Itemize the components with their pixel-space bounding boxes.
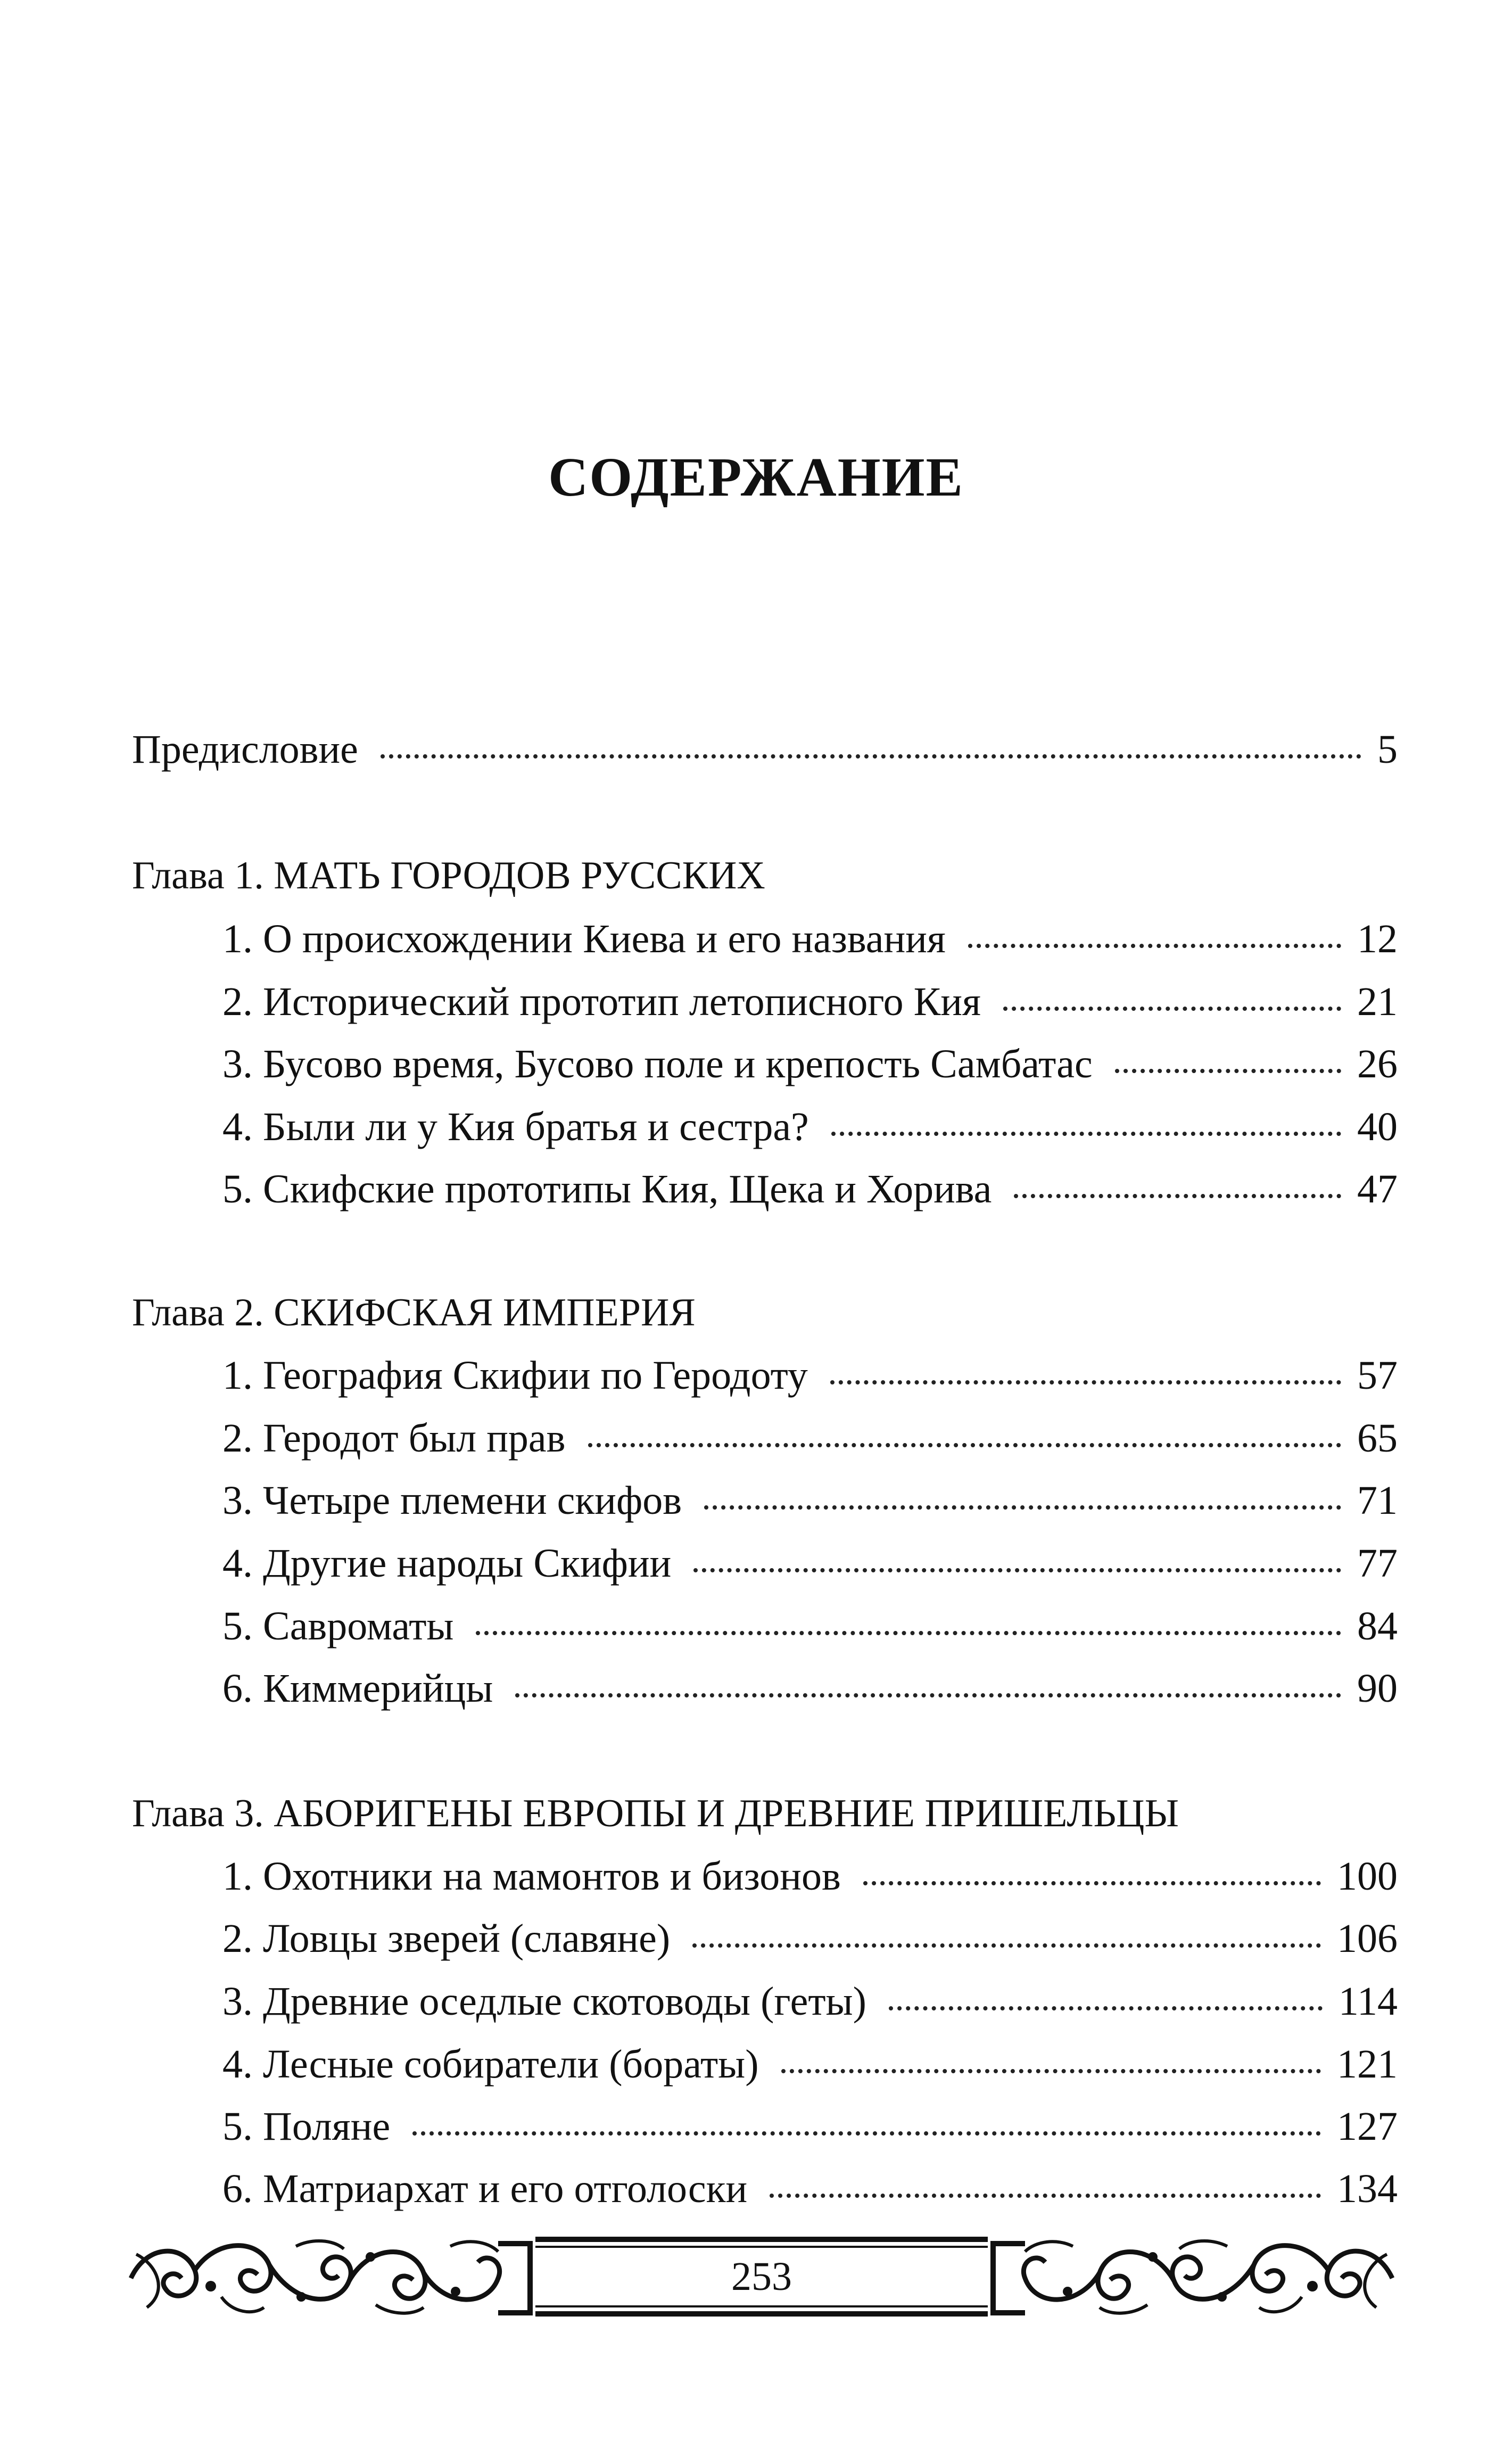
toc-entry-page: 84: [1357, 1604, 1398, 1649]
toc-entry-label: 4. Другие народы Скифии: [222, 1541, 672, 1586]
toc-entry[interactable]: [222, 1604, 1398, 1649]
toc-entry-label: 1. География Скифии по Геродоту: [222, 1353, 808, 1398]
toc-entry-page: 65: [1357, 1416, 1398, 1461]
page-title: СОДЕРЖАНИЕ: [548, 447, 964, 508]
toc-entry-page: 71: [1357, 1478, 1398, 1523]
toc-entry[interactable]: [222, 1856, 1398, 1897]
toc-entry-page: 77: [1357, 1541, 1398, 1586]
dot-leader: [693, 1568, 1341, 1572]
toc-entry[interactable]: [222, 919, 1398, 959]
toc-entry-page: 26: [1357, 1042, 1398, 1086]
toc-entry[interactable]: [222, 1668, 1398, 1709]
toc-entry-label: 5. Савроматы: [222, 1604, 454, 1649]
toc-entry-label: 3. Четыре племени скифов: [222, 1478, 682, 1523]
toc-entry[interactable]: [222, 1543, 1398, 1584]
toc-entry[interactable]: [222, 1918, 1398, 1959]
toc-entry-label: 6. Матриархат и его отголоски: [222, 2166, 748, 2211]
toc-entry[interactable]: [222, 1416, 1398, 1461]
toc-entry-page: 21: [1357, 979, 1398, 1024]
toc-entry[interactable]: [222, 2042, 1398, 2087]
dot-leader: [1115, 1069, 1341, 1073]
dot-leader: [968, 944, 1341, 948]
toc-entry[interactable]: [222, 1044, 1398, 1084]
toc-entry-preface[interactable]: [132, 729, 1398, 770]
dot-leader: [704, 1505, 1341, 1510]
chapter-heading[interactable]: Глава 2. СКИФСКАЯ ИМПЕРИЯ: [132, 1291, 696, 1334]
toc-entry[interactable]: [222, 2106, 1398, 2147]
toc-entry-page: 5: [1377, 727, 1398, 772]
chapter-heading[interactable]: Глава 3. АБОРИГЕНЫ ЕВРОПЫ И ДРЕВНИЕ ПРИШЕЛЬЦЫ: [132, 1792, 1179, 1835]
toc-entry-label: 2. Ловцы зверей (славяне): [222, 1916, 671, 1961]
toc-entry-label: 6. Киммерийцы: [222, 1666, 493, 1711]
dot-leader: [889, 2006, 1323, 2010]
dot-leader: [692, 1943, 1321, 1948]
toc-entry-label: Предисловие: [132, 727, 358, 772]
toc-entry-page: 40: [1357, 1105, 1398, 1149]
dot-leader: [770, 2194, 1321, 2198]
page-number: 253: [731, 2254, 792, 2299]
dot-leader: [588, 1443, 1341, 1447]
toc-entry-label: 3. Древние оседлые скотоводы (геты): [222, 1979, 866, 2024]
dot-leader: [781, 2069, 1321, 2073]
toc-entry-page: 100: [1337, 1854, 1398, 1899]
toc-entry[interactable]: [222, 1107, 1398, 1147]
toc-entry[interactable]: [222, 979, 1398, 1024]
toc-entry-page: 47: [1357, 1167, 1398, 1211]
toc-entry-label: 2. Геродот был прав: [222, 1416, 566, 1461]
chapter-heading[interactable]: Глава 1. МАТЬ ГОРОДОВ РУССКИХ: [132, 854, 765, 897]
toc-entry[interactable]: [222, 1480, 1398, 1521]
toc-entry[interactable]: [222, 1981, 1398, 2022]
toc-entry-label: 4. Были ли у Кия братья и сестра?: [222, 1105, 809, 1149]
toc-entry-page: 90: [1357, 1666, 1398, 1711]
toc-entry-label: 5. Скифские прототипы Кия, Щека и Хорива: [222, 1167, 992, 1211]
toc-entry-label: 5. Поляне: [222, 2104, 391, 2149]
toc-entry-page: 121: [1337, 2042, 1398, 2087]
toc-entry-page: 106: [1337, 1916, 1398, 1961]
dot-leader: [515, 1693, 1341, 1697]
dot-leader: [412, 2131, 1321, 2136]
toc-entry-page: 134: [1337, 2166, 1398, 2211]
toc-entry[interactable]: [222, 1169, 1398, 1209]
toc-entry-label: 4. Лесные собиратели (бораты): [222, 2042, 759, 2087]
dot-leader: [476, 1631, 1341, 1635]
page-footer: [126, 2233, 1398, 2323]
dot-leader: [863, 1881, 1321, 1885]
dot-leader: [830, 1380, 1341, 1384]
toc-entry-page: 114: [1338, 1979, 1398, 2024]
toc-entry[interactable]: [222, 2166, 1398, 2211]
toc-entry-label: 2. Исторический прототип летописного Кия: [222, 979, 981, 1024]
toc-entry-label: 3. Бусово время, Бусово поле и крепость Самбатас: [222, 1042, 1093, 1086]
dot-leader: [1003, 1007, 1341, 1011]
toc-entry-page: 12: [1357, 917, 1398, 961]
dot-leader: [831, 1132, 1341, 1136]
toc-entry-page: 127: [1337, 2104, 1398, 2149]
dot-leader: [381, 754, 1361, 759]
toc-entry[interactable]: [222, 1355, 1398, 1396]
toc-entry-page: 57: [1357, 1353, 1398, 1398]
toc-entry-label: 1. Охотники на мамонтов и бизонов: [222, 1854, 841, 1899]
dot-leader: [1014, 1194, 1341, 1198]
toc-entry-label: 1. О происхождении Киева и его названия: [222, 917, 946, 961]
